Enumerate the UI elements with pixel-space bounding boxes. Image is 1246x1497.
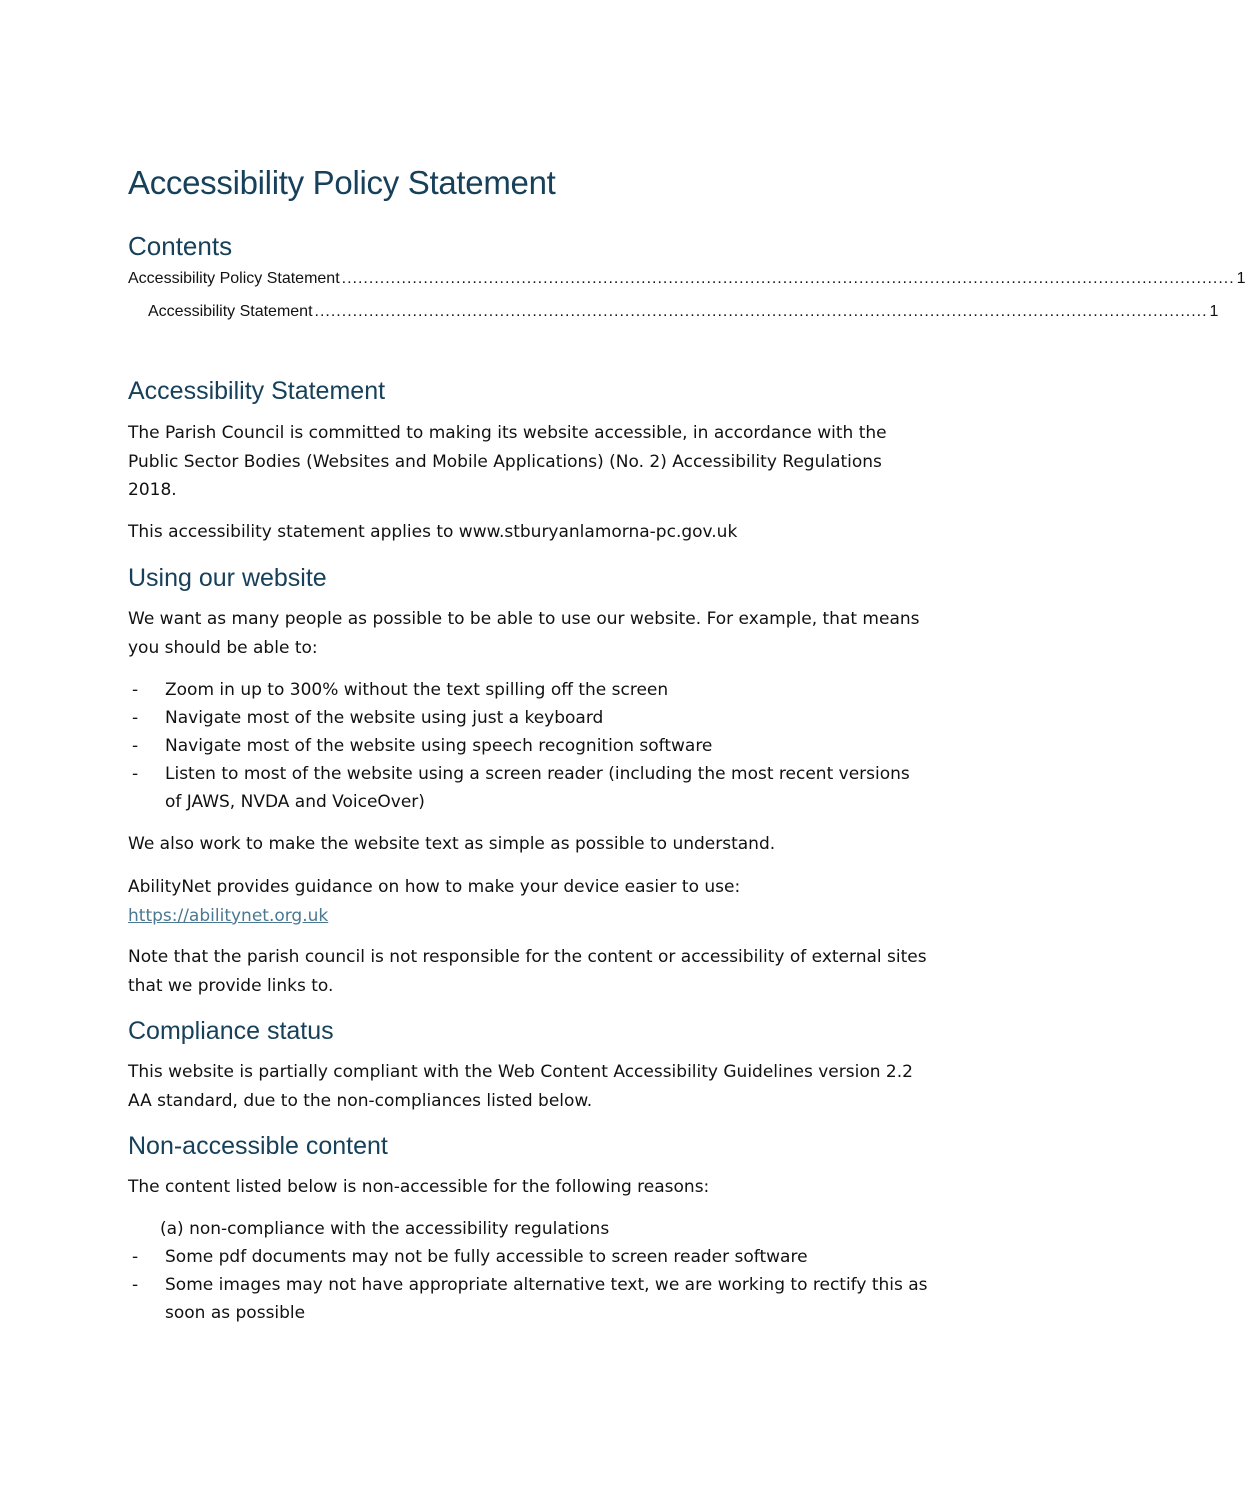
list-item-text: Zoom in up to 300% without the text spilling off the screen (165, 680, 669, 700)
bullet-dash: - (132, 708, 139, 728)
bullet-dash: - (132, 1247, 139, 1267)
list-item (128, 732, 928, 760)
paragraph: We also work to make the website text as simple as possible to understand. (128, 834, 776, 854)
list-item (128, 704, 928, 732)
paragraph-abilitynet (128, 873, 928, 930)
toc-leader-dots: .................................................................................................................................................................... (341, 270, 1235, 287)
toc-page-number: 1 (1236, 270, 1246, 287)
section-heading-using-our-website: Using our website (128, 564, 327, 592)
bullet-list (128, 676, 928, 816)
section-heading-non-accessible-content: Non-accessible content (128, 1132, 388, 1160)
list-item-text: Navigate most of the website using speech recognition software (165, 736, 713, 756)
list-item (128, 760, 928, 816)
toc-page-number: 1 (1209, 303, 1219, 320)
toc-entry-label: Accessibility Statement (148, 303, 313, 320)
list-item-text: Some pdf documents may not be fully accessible to screen reader software (165, 1247, 808, 1267)
paragraph: Note that the parish council is not responsible for the content or accessibility of external sites that we provide links to. (128, 947, 927, 996)
bullet-dash: - (132, 764, 139, 784)
bullet-dash: - (132, 680, 139, 700)
section-heading-compliance-status: Compliance status (128, 1017, 334, 1045)
toc-entry[interactable] (128, 270, 1246, 288)
abilitynet-link[interactable]: https://abilitynet.org.uk (128, 905, 329, 926)
paragraph: The Parish Council is committed to making its website accessible, in accordance with the Public Sector Bodies (Websites and Mobile Applications) (No. 2) Accessibility Regulations 2018. (128, 423, 887, 500)
list-item (128, 1271, 928, 1327)
page-title: Accessibility Policy Statement (128, 164, 556, 201)
list-item (128, 1243, 928, 1271)
bullet-dash: - (132, 1275, 139, 1295)
paragraph: We want as many people as possible to be able to use our website. For example, that means you should be able to: (128, 609, 920, 658)
toc-entry-label: Accessibility Policy Statement (128, 270, 340, 287)
list-item (128, 676, 928, 704)
section-heading-accessibility-statement: Accessibility Statement (128, 377, 386, 405)
bullet-list (128, 1243, 928, 1327)
bullet-dash: - (132, 736, 139, 756)
list-item-text: Listen to most of the website using a screen reader (including the most recent versions of JAWS, NVDA and VoiceOver) (165, 764, 910, 812)
list-item-text: Navigate most of the website using just a keyboard (165, 708, 604, 728)
contents-heading: Contents (128, 231, 233, 261)
paragraph: This accessibility statement applies to www.stburyanlamorna-pc.gov.uk (128, 522, 738, 542)
paragraph: This website is partially compliant with the Web Content Accessibility Guidelines version 2.2 AA standard, due to the non-compliances listed below. (128, 1062, 913, 1111)
toc-entry[interactable] (128, 303, 1219, 321)
list-item-text: Some images may not have appropriate alternative text, we are working to rectify this as soon as possible (165, 1275, 928, 1323)
paragraph: The content listed below is non-accessible for the following reasons: (128, 1177, 710, 1197)
sub-heading-non-compliance: (a) non-compliance with the accessibility regulations (160, 1219, 610, 1239)
abilitynet-text: AbilityNet provides guidance on how to make your device easier to use: (128, 877, 741, 897)
toc-leader-dots: .................................................................................................................................................................... (314, 303, 1208, 320)
